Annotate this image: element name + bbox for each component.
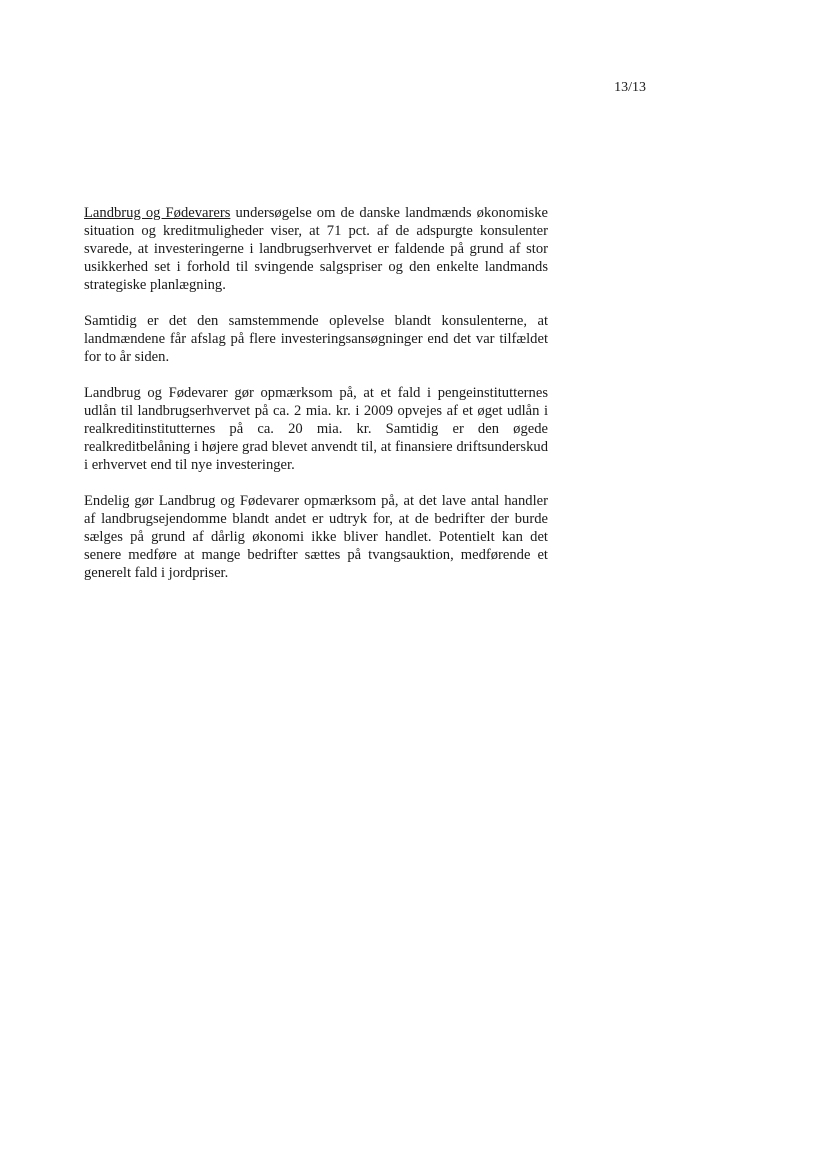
paragraph-3: Landbrug og Fødevarer gør opmærksom på, at et fald i pengeinstitutternes udlån til landbrugserhvervet på ca. 2 mia. kr. i 2009 opvejes af et øget udlån i realkreditinstitutternes på ca. 20 mia. kr. Samtidig er den øgede realkreditbelåning i højere grad blevet anvendt til, at finansiere driftsunderskud i erhvervet end til nye investeringer. <box>84 385 548 473</box>
underlined-organization-name: Landbrug og Fødevarers <box>84 205 231 221</box>
paragraph-2: Samtidig er det den samstemmende oplevelse blandt konsulenterne, at landmændene får afslag på flere investeringsansøgninger end det var tilfældet for to år siden. <box>84 313 548 365</box>
paragraph-4: Endelig gør Landbrug og Fødevarer opmærksom på, at det lave antal handler af landbrugsejendomme blandt andet er udtryk for, at de bedrifter der burde sælges på grund af dårlig økonomi ikke bliver handlet. Potentielt kan det senere medføre at mange bedrifter sættes på tvangsauktion, medførende et generelt fald i jordpriser. <box>84 493 548 581</box>
body-text <box>84 204 548 600</box>
paragraph-1-text: undersøgelse om de danske landmænds økonomiske situation og kreditmuligheder viser, at 71 pct. af de adspurgte konsulenter svarede, at investeringerne i landbrugserhvervet er faldende på grund af stor usikkerhed set i forhold til svingende salgspriser og den enkelte landmands strategiske planlægning. <box>84 205 549 293</box>
paragraph-1 <box>84 204 548 294</box>
page-number: 13/13 <box>614 80 646 95</box>
